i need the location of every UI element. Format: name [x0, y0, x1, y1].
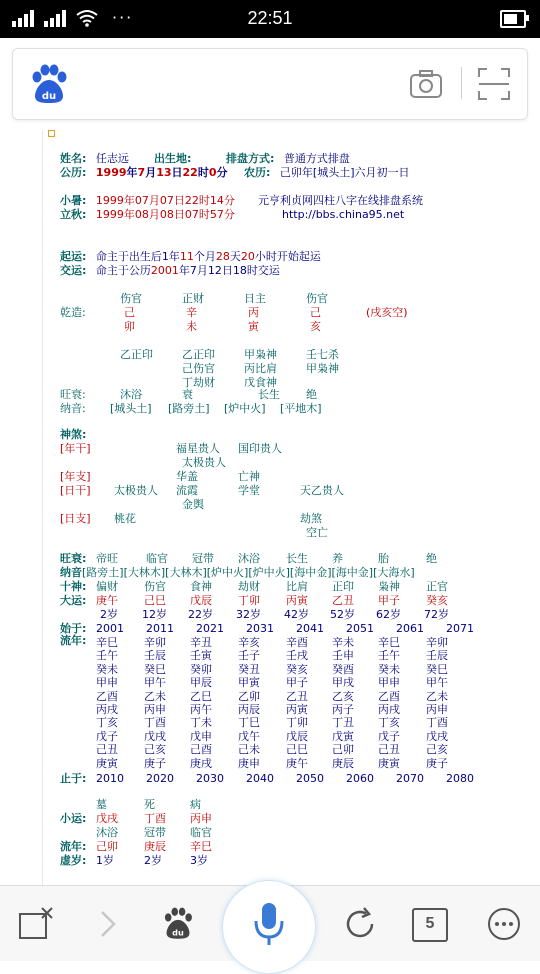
shishen-label: 十神: [60, 580, 87, 593]
ws2-2: 临官 [146, 552, 168, 565]
gan-1: 己 [124, 306, 135, 319]
gongli-row [60, 166, 227, 179]
liunian-cell: 戊辰 [286, 729, 308, 743]
xy-ws-1: 沐浴 [96, 826, 118, 839]
shishen-top-4: 伤官 [306, 292, 328, 305]
liunian-cell: 戊寅 [332, 729, 354, 743]
shishen-top-2: 正财 [182, 292, 204, 305]
sui-8: 72岁 [424, 608, 449, 621]
name-label: 姓名: [60, 152, 87, 165]
liunian-cell: 庚子 [144, 756, 166, 770]
dayun-1: 庚午 [96, 594, 118, 607]
nayin-label: 纳音: [60, 402, 86, 415]
shensha-4-1: 桃花 [114, 512, 136, 525]
liunian-label: 流年: [60, 634, 87, 647]
dayun-3: 戊辰 [190, 594, 212, 607]
shensha-ri-zhi: [日支] [60, 512, 91, 525]
microphone-icon [253, 901, 285, 949]
liunian-cell: 丁亥 [96, 716, 118, 730]
wangshuai-2: 衰 [182, 388, 193, 401]
shishen-4: 劫财 [238, 580, 260, 593]
liunian-cell: 丁未 [190, 716, 212, 730]
method-value: 普通方式排盘 [283, 152, 350, 165]
dayun-5: 丙寅 [286, 594, 308, 607]
liunian-cell: 癸未 [378, 662, 400, 676]
canggan-3-3: 戊食神 [244, 376, 277, 389]
shensha-2-2: 亡神 [238, 470, 260, 483]
shensha-3-4: 天乙贵人 [300, 484, 344, 497]
liunian-cell: 甲寅 [238, 676, 260, 690]
liunian-cell: 癸丑 [238, 662, 260, 676]
xy-top-2: 死 [144, 798, 155, 811]
liqiu-row [60, 208, 235, 221]
shiyu-2: 2011 [146, 622, 174, 635]
liunian-cell: 丙戌 [96, 703, 118, 716]
liunian-cell: 己未 [238, 743, 260, 757]
liunian-cell: 辛卯 [426, 636, 448, 649]
liunian-cell: 己酉 [190, 743, 212, 757]
sui-2: 12岁 [142, 608, 167, 621]
wangshuai-4: 绝 [306, 388, 317, 401]
liunian-cell: 乙未 [426, 689, 448, 703]
shensha-nian-gan: [年干] [60, 442, 91, 455]
more-icon[interactable] [486, 906, 522, 942]
zhiyu-1: 2010 [96, 772, 124, 785]
liunian-cell: 庚申 [238, 756, 260, 770]
site-url-link[interactable]: http://bbs.china95.net [282, 208, 405, 221]
liunian-cell: 甲申 [378, 676, 400, 690]
liunian-cell: 庚寅 [96, 756, 118, 770]
liunian-cell: 丙申 [426, 703, 448, 716]
gongli-label: 公历: [60, 166, 87, 179]
shishen-top-3: 日主 [244, 292, 266, 305]
dayun-4: 丁卯 [238, 594, 260, 607]
canggan-4-1: 壬七杀 [306, 348, 339, 361]
xy-ws-2: 冠带 [144, 826, 166, 839]
liunian-cell: 乙丑 [286, 689, 308, 703]
scan-icon[interactable] [477, 67, 511, 101]
liunian-cell: 壬子 [238, 649, 260, 663]
shiyu-8: 2071 [446, 622, 474, 635]
shiyu-6: 2051 [346, 622, 374, 635]
shensha-4-2: 劫煞 [300, 512, 322, 525]
page-left-border [42, 130, 43, 885]
liunian-cell: 庚子 [426, 756, 448, 770]
ws2-5: 长生 [286, 552, 308, 565]
forward-icon[interactable] [90, 906, 126, 942]
liunian-cell: 丁酉 [426, 716, 448, 730]
dayun-6: 乙丑 [332, 594, 354, 607]
liunian-cell: 癸酉 [332, 662, 354, 676]
liunian-cell: 甲辰 [190, 676, 212, 690]
liunian-cell: 乙巳 [190, 689, 212, 703]
close-tab-icon[interactable] [18, 906, 54, 942]
liunian-cell: 甲午 [144, 676, 166, 690]
page-corner-marker [48, 130, 55, 137]
svg-text:du: du [172, 927, 184, 938]
nayin-1: [城头土] [110, 402, 152, 415]
xiaoyun-2: 丁酉 [144, 812, 166, 825]
liunian-cell: 壬辰 [144, 649, 166, 663]
svg-text:du: du [41, 91, 57, 102]
liunian-cell: 丁巳 [238, 716, 260, 730]
qiyun-row [60, 250, 321, 263]
dayun-8: 癸亥 [426, 594, 448, 607]
gan-2: 辛 [186, 306, 197, 319]
shensha-3b: 金舆 [182, 498, 204, 511]
liunian-cell: 壬午 [378, 649, 400, 663]
liunian-cell: 己亥 [426, 743, 448, 757]
search-bar-divider [461, 67, 462, 99]
canggan-1-1: 乙正印 [120, 348, 153, 361]
liunian-cell: 丙子 [332, 703, 354, 716]
canggan-2-3: 丁劫财 [182, 376, 215, 389]
liunian-cell: 壬申 [332, 649, 354, 663]
liunian-cell: 戊戌 [426, 729, 448, 743]
gongli-value: 1999年7月13日22时0分 [95, 166, 228, 179]
dayun-7: 甲子 [378, 594, 400, 607]
wangshuai-1: 沐浴 [120, 388, 142, 401]
liqiu-value: 1999年08月08日07时57分 [95, 208, 235, 221]
shensha-3-1: 太极贵人 [114, 484, 158, 497]
liunian-cell: 壬戌 [286, 649, 308, 663]
qianzao-label: 乾造: [60, 306, 86, 319]
ws2-8: 绝 [426, 552, 437, 565]
ws2-label: 旺衰: [60, 552, 87, 565]
zhi-2: 未 [186, 320, 197, 333]
liunian2-3: 辛巳 [190, 840, 212, 853]
nayin2-row [60, 566, 415, 579]
xiaoyun-1: 戊戌 [96, 812, 118, 825]
zhiyu-2: 2020 [146, 772, 174, 785]
liunian-cell: 乙未 [144, 689, 166, 703]
liunian-cell: 丙辰 [238, 703, 260, 716]
liunian-cell: 辛丑 [190, 636, 212, 649]
liunian-cell: 甲子 [286, 676, 308, 690]
zhiyu-6: 2060 [346, 772, 374, 785]
liunian-cell: 辛巳 [378, 636, 400, 649]
xusui-label: 虚岁: [60, 854, 87, 867]
status-bar [0, 0, 540, 38]
liunian-cell: 己卯 [332, 743, 354, 757]
shensha-1b: 太极贵人 [182, 456, 226, 469]
canggan-3-1: 甲枭神 [244, 348, 277, 361]
shensha-3-3: 学堂 [238, 484, 260, 497]
sui-7: 62岁 [376, 608, 401, 621]
liunian-cell: 壬午 [96, 649, 118, 663]
dayun-2: 己巳 [144, 594, 166, 607]
liunian-cell: 丙戌 [378, 703, 400, 716]
shensha-1-2: 国印贵人 [238, 442, 282, 455]
xusui-2: 2岁 [144, 854, 162, 867]
nayin2-value: [路旁土][大林木][大林木][炉中火][炉中火][海中金][海中金][大海水] [82, 566, 415, 579]
shiyu-7: 2061 [396, 622, 424, 635]
zhiyu-7: 2070 [396, 772, 424, 785]
liunian-cell: 甲午 [426, 676, 448, 690]
liunian-cell: 乙酉 [378, 689, 400, 703]
liunian-cell: 己巳 [286, 743, 308, 757]
xy-top-3: 病 [190, 798, 201, 811]
liunian-cell: 癸亥 [286, 662, 308, 676]
liunian-cell: 丁卯 [286, 716, 308, 730]
shiyu-3: 2021 [196, 622, 224, 635]
liunian-cell: 甲戌 [332, 676, 354, 690]
shensha-1-1: 福星贵人 [176, 442, 220, 455]
method-row [226, 152, 350, 165]
xiaoyun-label: 小运: [60, 812, 87, 825]
shishen-top-1: 伤官 [120, 292, 142, 305]
liunian-cell: 丙寅 [286, 703, 308, 716]
jiaoyun-value: 命主于公历2001年7月12日18时交运 [95, 264, 280, 277]
sui-4: 32岁 [236, 608, 261, 621]
shensha-nian-zhi: [年支] [60, 470, 91, 483]
shensha-4b: 空亡 [306, 526, 328, 539]
zhiyu-4: 2040 [246, 772, 274, 785]
liunian-cell: 乙酉 [96, 689, 118, 703]
nongli-row [244, 166, 410, 179]
tabs-icon[interactable] [412, 908, 448, 942]
nongli-label: 农历: [244, 166, 271, 179]
shishen-8: 正官 [426, 580, 448, 593]
wangshuai-label: 旺衰: [60, 388, 86, 401]
zhiyu-5: 2050 [296, 772, 324, 785]
shishen-1: 偏财 [96, 580, 118, 593]
xiaoshu-row [60, 194, 235, 207]
xiaoshu-value: 1999年07月07日22时14分 [95, 194, 235, 207]
canggan-2-2: 己伤官 [182, 362, 215, 375]
sui-6: 52岁 [330, 608, 355, 621]
liunian2-2: 庚辰 [144, 840, 166, 853]
nayin-3: [炉中火] [224, 402, 266, 415]
jiaoyun-label: 交运: [60, 264, 87, 277]
shiyu-label: 始于: [60, 622, 87, 635]
liunian-cell: 庚午 [286, 756, 308, 770]
xusui-1: 1岁 [96, 854, 114, 867]
wangshuai-3: 长生 [258, 388, 280, 401]
dayun-label: 大运: [60, 594, 87, 607]
bottom-toolbar [0, 885, 540, 961]
liunian-cell: 乙亥 [332, 689, 354, 703]
liunian-cell: 壬寅 [190, 649, 212, 663]
battery-icon [500, 10, 526, 28]
shensha-label: 神煞: [60, 428, 87, 441]
search-bar[interactable] [12, 48, 528, 120]
clock: 22:51 [247, 8, 293, 28]
canggan-2-1: 乙正印 [182, 348, 215, 361]
liunian2-label: 流年: [60, 840, 87, 853]
xy-top-1: 墓 [96, 798, 107, 811]
liunian-cell: 辛未 [332, 636, 354, 649]
shiyu-1: 2001 [96, 622, 124, 635]
shishen-5: 比肩 [286, 580, 308, 593]
gan-3: 丙 [248, 306, 259, 319]
liunian-cell: 丙午 [190, 703, 212, 716]
liunian-cell: 庚辰 [332, 756, 354, 770]
zhi-1: 卯 [124, 320, 135, 333]
liunian-cell: 癸巳 [426, 662, 448, 676]
jiaoyun-row [60, 264, 280, 277]
camera-icon[interactable] [409, 67, 443, 101]
web-page[interactable] [0, 130, 540, 885]
zhiyu-8: 2080 [446, 772, 474, 785]
more-status-dots: ··· [112, 8, 134, 27]
liunian-cell: 戊子 [96, 729, 118, 743]
zhi-4: 亥 [310, 320, 321, 333]
xiaoshu-label: 小暑: [60, 194, 87, 207]
baidu-paw-icon[interactable] [27, 63, 71, 107]
shishen-7: 枭神 [378, 580, 400, 593]
liqiu-label: 立秋: [60, 208, 87, 221]
liunian-cell: 己亥 [144, 743, 166, 757]
liunian-cell: 丁酉 [144, 716, 166, 730]
liunian-cell: 丙申 [144, 703, 166, 716]
liunian-cell: 庚戌 [190, 756, 212, 770]
liunian-cell: 癸巳 [144, 662, 166, 676]
nayin-2: [路旁土] [168, 402, 210, 415]
liunian-cell: 甲申 [96, 676, 118, 690]
gan-4: 己 [310, 306, 321, 319]
qiyun-label: 起运: [60, 250, 87, 263]
liunian-cell: 辛酉 [286, 636, 308, 649]
nayin-4: [平地木] [280, 402, 322, 415]
shensha-2-1: 华盖 [176, 470, 198, 483]
xusui-3: 3岁 [190, 854, 208, 867]
liunian-cell: 丁亥 [378, 716, 400, 730]
zhiyu-label: 止于: [60, 772, 87, 785]
shishen-3: 食神 [190, 580, 212, 593]
shiyu-5: 2041 [296, 622, 324, 635]
liunian-cell: 戊申 [190, 729, 212, 743]
liunian-cell: 己丑 [96, 743, 118, 757]
shensha-ri-gan: [日干] [60, 484, 91, 497]
zhiyu-3: 2030 [196, 772, 224, 785]
site-name: 元亨利贞网四柱八字在线排盘系统 [258, 194, 423, 207]
birthplace-label: 出生地: [154, 152, 192, 165]
sui-1: 2岁 [100, 608, 118, 621]
liunian-cell: 戊午 [238, 729, 260, 743]
name-value: 任志远 [95, 152, 129, 165]
refresh-icon[interactable] [342, 906, 378, 942]
liunian-cell: 壬辰 [426, 649, 448, 663]
nayin2-label: 纳音 [60, 566, 82, 579]
liunian-cell: 癸未 [96, 662, 118, 676]
liunian-cell: 戊子 [378, 729, 400, 743]
canggan-4-2: 甲枭神 [306, 362, 339, 375]
shishen-2: 伤官 [144, 580, 166, 593]
zhi-3: 寅 [248, 320, 259, 333]
baidu-home-icon[interactable] [160, 906, 196, 942]
ws2-4: 沐浴 [238, 552, 260, 565]
liunian-cell: 乙卯 [238, 689, 260, 703]
kongwang: (戌亥空) [366, 306, 408, 319]
method-label: 排盘方式: [226, 152, 275, 165]
tab-count: 5 [425, 915, 435, 932]
canggan-3-2: 丙比肩 [244, 362, 277, 375]
liunian-cell: 辛亥 [238, 636, 260, 649]
liunian-cell: 辛卯 [144, 636, 166, 649]
shishen-6: 正印 [332, 580, 354, 593]
liunian-cell: 丁丑 [332, 716, 354, 730]
shensha-3-2: 流霞 [176, 484, 198, 497]
liunian-cell: 辛巳 [96, 636, 118, 649]
xiaoyun-3: 丙申 [190, 812, 212, 825]
nongli-value: 己卯年[城头土]六月初一日 [279, 166, 410, 179]
ws2-7: 胎 [378, 552, 389, 565]
liunian-cell: 己丑 [378, 743, 400, 757]
liunian-cell: 戊戌 [144, 729, 166, 743]
xy-ws-3: 临官 [190, 826, 212, 839]
ws2-1: 帝旺 [96, 552, 118, 565]
sui-5: 42岁 [284, 608, 309, 621]
liunian-cell: 庚寅 [378, 756, 400, 770]
ws2-6: 养 [332, 552, 343, 565]
qiyun-value: 命主于出生后1年11个月28天20小时开始起运 [95, 250, 321, 263]
sui-3: 22岁 [188, 608, 213, 621]
shiyu-4: 2031 [246, 622, 274, 635]
liunian2-1: 己卯 [96, 840, 118, 853]
ws2-3: 冠带 [192, 552, 214, 565]
name-row [60, 152, 129, 165]
liunian-cell: 癸卯 [190, 662, 212, 676]
